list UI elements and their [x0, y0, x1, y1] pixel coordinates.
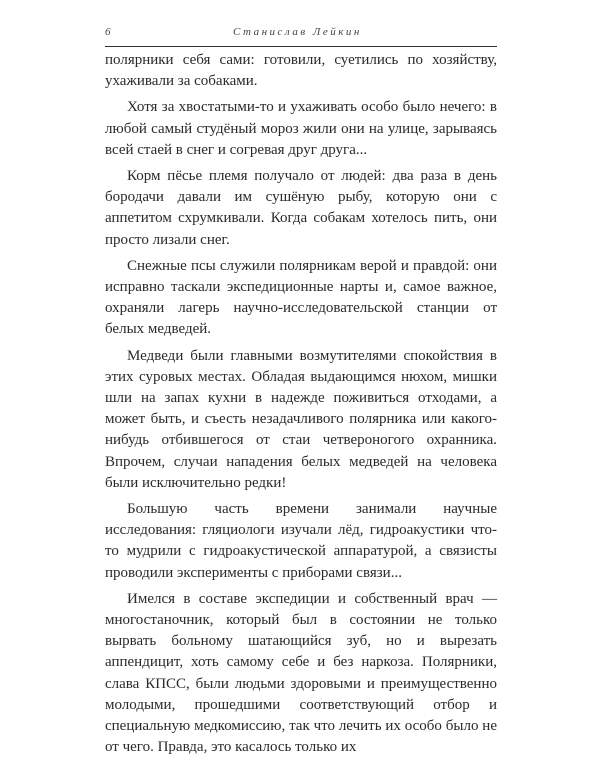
page-number: 6 — [105, 26, 111, 38]
paragraph-continued: полярники себя сами: готовили, суетились по хозяйству, ухаживали за собаками. — [105, 52, 497, 90]
body-text — [105, 50, 497, 759]
paragraph: Снежные псы служили полярникам верой и правдой: они исправно таскали экспедиционные нарты и, самое важное, охраняли лагерь научно-исследовательской станции от белых медведей. — [105, 257, 497, 338]
paragraph: Хотя за хвостатыми-то и ухаживать особо было нечего: в любой самый студёный мороз жили они на улице, зарываясь всей стаей в снег и согревая друг друга... — [105, 99, 497, 158]
book-page — [105, 20, 497, 759]
paragraph: Корм пёсье племя получало от людей: два раза в день бородачи давали им сушёную рыбу, которую они с аппетитом схрумкивали. Когда собакам хотелось пить, они просто лизали снег. — [105, 168, 497, 248]
running-head-author: Станислав Лейкин — [233, 26, 362, 38]
paragraph: Медведи были главными возмутителями спокойствия в этих суровых местах. Обладая выдающимся нюхом, мишки шли на запах кухни в надежде поживиться отходами, а может быть, и съесть незадачливого полярника или какого-нибудь отбившегося от стаи четвероногого охранника. Впрочем, случаи нападения белых медведей на человека были исключительно редки! — [105, 347, 497, 491]
paragraph: Большую часть времени занимали научные исследования: гляциологи изучали лёд, гидроакустики что-то мудрили с гидроакустической аппаратурой, а связисты проводили эксперименты с приборами связи... — [105, 501, 497, 581]
page-header — [105, 20, 497, 46]
header-rule — [105, 46, 497, 47]
paragraph: Имелся в составе экспедиции и собственный врач — многостаночник, который был в состоянии не только вырвать больному шатающийся зуб, но и вырезать аппендицит, хоть самому себе и без наркоза. Полярники, слава КПСС, были людьми здоровыми и преимущественно молодыми, прошедшими соответствующий отбор и специальную медкомиссию, так что лечить их особо было не от чего. Правда, это касалось только их — [105, 590, 497, 756]
